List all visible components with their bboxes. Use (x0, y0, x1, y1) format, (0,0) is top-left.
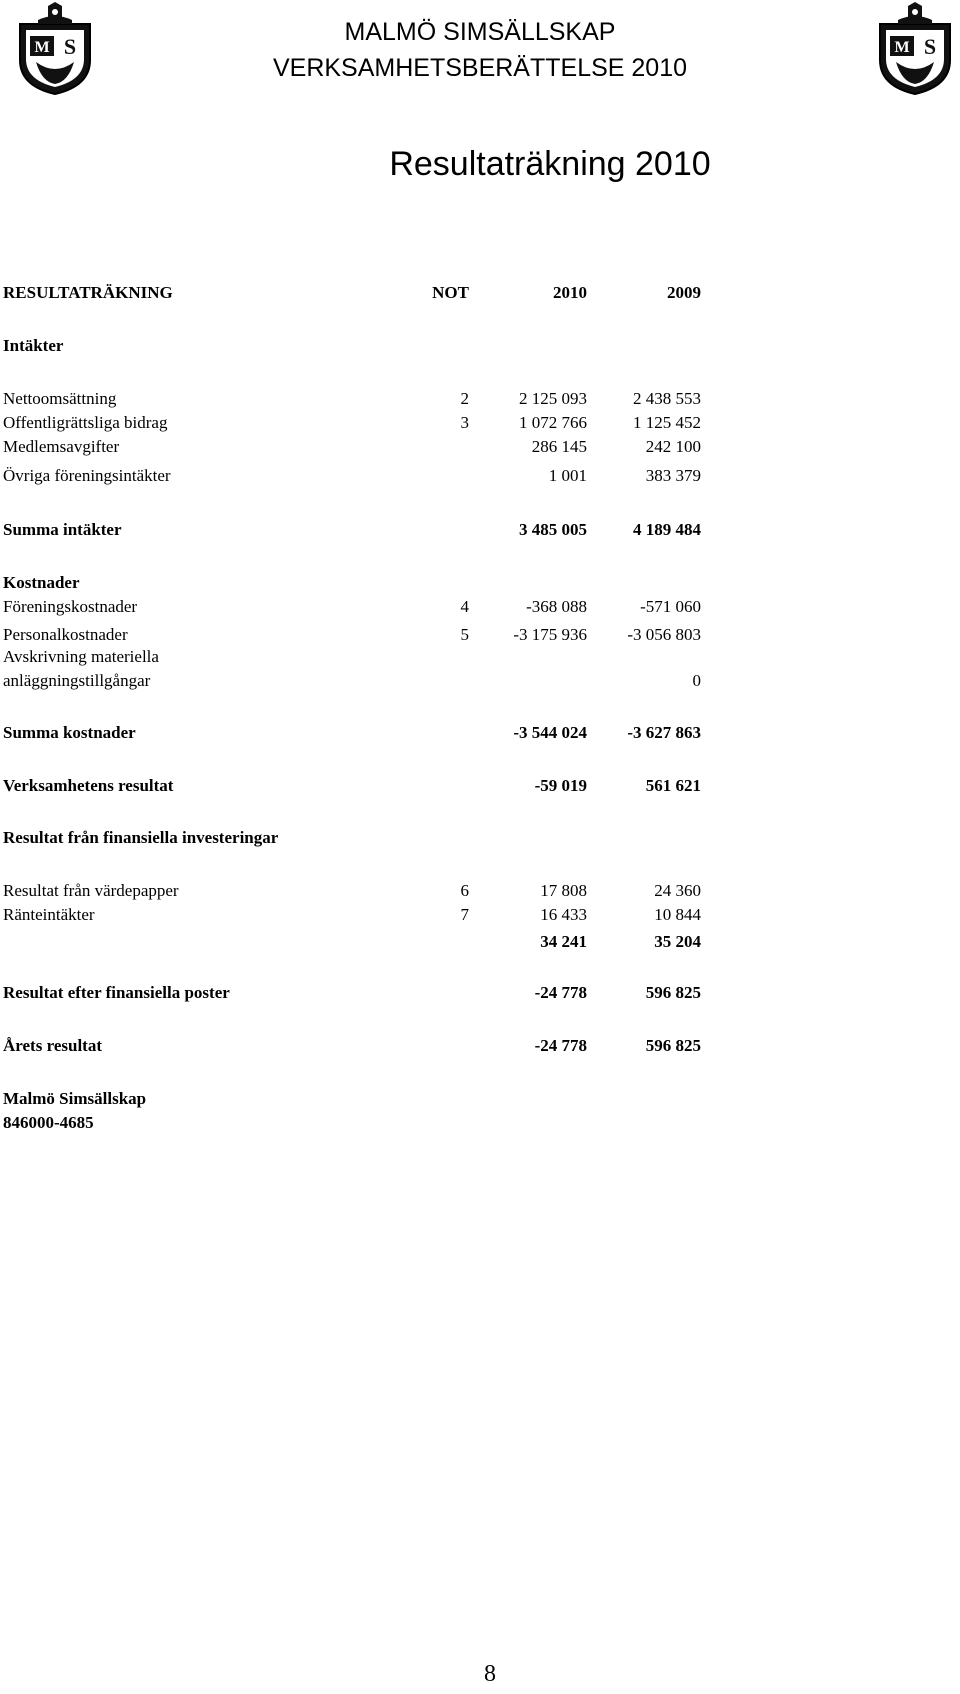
row-value-2010: 286 145 (531, 437, 587, 456)
row-value-2010: 34 241 (540, 932, 587, 951)
row-value-2009: 383 379 (645, 466, 701, 485)
table-header-2009: 2009 (667, 283, 701, 302)
org-name: MALMÖ SIMSÄLLSKAP (344, 18, 616, 46)
row-value-2009: 2 438 553 (633, 389, 701, 408)
table-row-avskrivning (3, 645, 703, 693)
row-value-2009: 242 100 (645, 437, 701, 456)
table-row-personalkostnader (3, 623, 703, 647)
row-note: 5 (460, 625, 469, 644)
row-value-2009: -3 627 863 (627, 723, 701, 742)
table-header-label: RESULTATRÄKNING (3, 283, 173, 302)
row-value-2010: -368 088 (526, 597, 587, 616)
row-value-2009: 10 844 (654, 905, 701, 924)
report-name: VERKSAMHETSBERÄTTELSE 2010 (272, 54, 688, 82)
row-label: Övriga föreningsintäkter (3, 466, 171, 485)
row-note: 7 (460, 905, 469, 924)
row-label: Nettoomsättning (3, 389, 117, 408)
table-row-summa-kostnader (3, 721, 703, 745)
row-label: Verksamhetens resultat (3, 776, 174, 795)
row-value-2009: -571 060 (640, 597, 701, 616)
table-row-arets-resultat (3, 1034, 703, 1058)
table-row-medlemsavgifter (3, 435, 703, 459)
table-row-verksamhetens-resultat (3, 774, 703, 798)
row-value-2009: 1 125 452 (633, 413, 701, 432)
page-number: 8 (484, 1661, 496, 1687)
row-value-2010: 1 001 (548, 466, 587, 485)
row-label: Medlemsavgifter (3, 437, 120, 456)
table-row-finansiella-summa (3, 930, 703, 954)
row-label: Avskrivning materiella anläggningstillgångar (3, 647, 159, 690)
section-heading-label: Kostnader (3, 573, 80, 592)
table-row-ranteintakter (3, 903, 703, 927)
row-value-2009: -3 056 803 (627, 625, 701, 644)
row-note: 4 (460, 597, 469, 616)
section-heading-label: Resultat från finansiella investeringar (3, 828, 279, 847)
row-value-2009: 596 825 (645, 983, 701, 1002)
table-row-offentligrattsliga-bidrag (3, 411, 703, 435)
row-note: 2 (460, 389, 469, 408)
page-title: Resultaträkning 2010 (389, 145, 711, 183)
row-label: Resultat efter finansiella poster (3, 983, 230, 1002)
footer-org-number: 846000-4685 (3, 1113, 94, 1132)
table-row-vardepapper (3, 879, 703, 903)
row-value-2009: 561 621 (645, 776, 701, 795)
table-header-row (3, 281, 703, 305)
table-row-summa-intakter (3, 518, 703, 542)
row-value-2009: 596 825 (645, 1036, 701, 1055)
section-heading-kostnader (3, 571, 703, 595)
row-label: Föreningskostnader (3, 597, 138, 616)
table-row-resultat-efter-finansiella-poster (3, 981, 703, 1005)
section-heading-label: Intäkter (3, 336, 64, 355)
row-value-2010: -24 778 (534, 1036, 587, 1055)
table-row-ovriga-foreningsintakter (3, 464, 703, 488)
row-value-2010: -59 019 (534, 776, 587, 795)
row-value-2009: 0 (692, 671, 701, 690)
table-header-2010: 2010 (553, 283, 587, 302)
row-value-2010: -24 778 (534, 983, 587, 1002)
section-heading-finansiella-investeringar (3, 826, 703, 850)
section-heading-intakter (3, 334, 703, 358)
row-label: Resultat från värdepapper (3, 881, 179, 900)
footer-org-name: Malmö Simsällskap (3, 1089, 147, 1108)
row-label: Ränteintäkter (3, 905, 95, 924)
row-value-2010: 16 433 (540, 905, 587, 924)
row-value-2009: 35 204 (654, 932, 701, 951)
row-value-2010: 2 125 093 (519, 389, 587, 408)
row-value-2010: 17 808 (540, 881, 587, 900)
row-value-2010: -3 175 936 (513, 625, 587, 644)
svg-text:M: M (894, 39, 910, 56)
row-label: Offentligrättsliga bidrag (3, 413, 168, 432)
table-row-nettoomsattning (3, 387, 703, 411)
row-note: 3 (460, 413, 469, 432)
page-header (0, 14, 960, 86)
row-value-2009: 24 360 (654, 881, 701, 900)
row-value-2010: 3 485 005 (519, 520, 587, 539)
row-value-2010: 1 072 766 (519, 413, 587, 432)
row-label: Summa kostnader (3, 723, 136, 742)
row-value-2009: 4 189 484 (633, 520, 701, 539)
row-label: Personalkostnader (3, 625, 128, 644)
svg-text:S: S (923, 34, 937, 59)
table-row-foreningskostnader (3, 595, 703, 619)
row-label: Årets resultat (3, 1036, 102, 1055)
row-label: Summa intäkter (3, 520, 122, 539)
svg-text:M: M (34, 39, 50, 56)
table-header-note: NOT (432, 283, 469, 302)
svg-text:S: S (63, 34, 77, 59)
page-title-wrap (0, 140, 960, 190)
row-note: 6 (460, 881, 469, 900)
row-value-2010: -3 544 024 (513, 723, 587, 742)
